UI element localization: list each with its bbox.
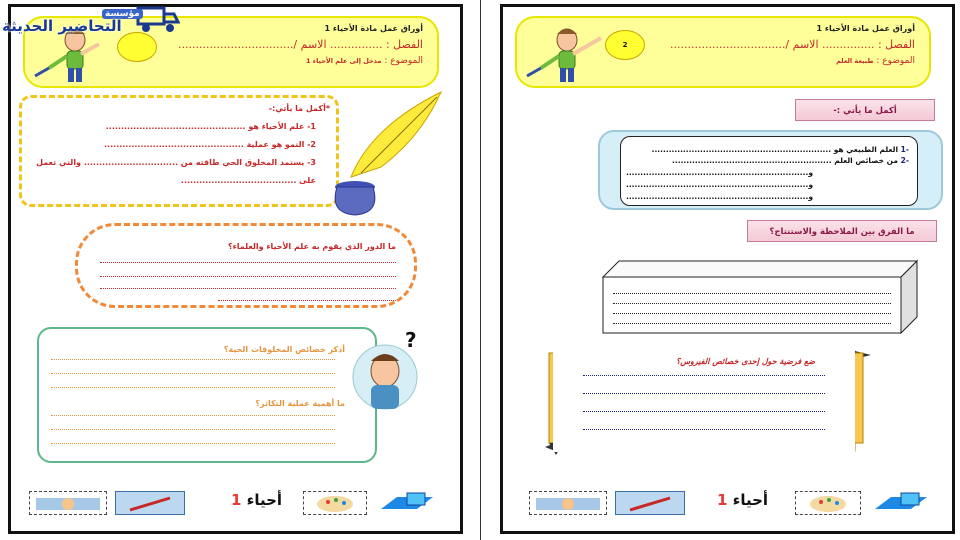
answer-line[interactable] xyxy=(613,293,891,294)
footer-number: 1 xyxy=(717,491,728,509)
worksheet-page-1 xyxy=(8,4,463,534)
header-banner xyxy=(515,16,931,88)
page-divider xyxy=(480,0,481,540)
footer-image-box xyxy=(303,491,367,515)
answer-line[interactable] xyxy=(218,300,396,301)
svg-text:?: ? xyxy=(405,328,417,352)
answer-line[interactable] xyxy=(100,262,396,263)
item-line xyxy=(672,156,909,165)
extra-line: و................................................................ xyxy=(625,180,813,189)
page-title: أوراق عمل مادة الأحياء 1 xyxy=(816,24,915,33)
question-text: أذكر خصائص المخلوقات الحية؟ xyxy=(223,345,345,354)
computer-icon xyxy=(871,491,931,515)
extra-line: و................................................................ xyxy=(625,168,813,177)
palette-icon xyxy=(304,492,366,514)
palette-icon xyxy=(796,492,860,514)
footer-strip xyxy=(21,491,441,517)
microscope-icon xyxy=(30,492,106,514)
footer-word: أحياء xyxy=(246,491,283,509)
plant-icon xyxy=(616,492,684,514)
answer-box xyxy=(620,136,918,206)
question-text: ما الدور الذي يقوم به علم الأحياء والعلماء؟ xyxy=(227,242,396,251)
item-line: 3- يستمد المخلوق الحي طاقته من ............................... والتي تعمل xyxy=(36,158,316,167)
item-number: -1 xyxy=(900,145,909,154)
thinking-man-icon xyxy=(351,325,431,415)
subject-line xyxy=(306,56,423,66)
computer-icon xyxy=(377,491,439,515)
answer-line[interactable] xyxy=(51,373,335,374)
footer-image-box xyxy=(29,491,107,515)
footer-subject-label xyxy=(231,491,282,509)
answer-line[interactable] xyxy=(583,429,825,430)
complete-section xyxy=(598,130,943,210)
difference-tag: ما الفرق بين الملاحظة والاستنتاج؟ xyxy=(747,220,937,242)
answer-line[interactable] xyxy=(613,313,891,314)
question-text: ضع فرضية حول إحدى خصائص الفيروس؟ xyxy=(676,357,815,366)
name-class-fields: الفصل : ............... الاسم /................................. xyxy=(178,38,423,51)
answer-line[interactable] xyxy=(51,359,335,360)
answer-line[interactable] xyxy=(51,443,335,444)
logo-org: مؤسسة xyxy=(102,9,143,19)
subject-label: الموضوع : xyxy=(876,56,915,66)
section-heading: *أكمل ما يأتي:- xyxy=(268,104,330,113)
characteristics-section xyxy=(37,327,377,463)
question-text: ما أهمية عملية التكاثر؟ xyxy=(255,399,345,408)
answer-line[interactable] xyxy=(583,393,825,394)
item-text: من خصائص العلم ........................................................ xyxy=(672,156,899,165)
answer-block-3d xyxy=(599,257,929,341)
answer-line[interactable] xyxy=(613,323,891,324)
footer-strip xyxy=(513,491,933,517)
item-line xyxy=(652,145,909,154)
footer-image-box xyxy=(115,491,185,515)
extra-line: و................................................................ xyxy=(625,192,813,201)
microscope-icon xyxy=(530,492,606,514)
answer-line[interactable] xyxy=(613,303,891,304)
item-line: 2- النمو هو عملية .............................................. xyxy=(104,140,316,149)
item-line: على ...................................... xyxy=(180,176,316,185)
subject-label: الموضوع : xyxy=(384,56,423,66)
page-title: أوراق عمل مادة الأحياء 1 xyxy=(324,24,423,33)
subject-value: طبيعة العلم xyxy=(836,57,874,65)
footer-number: 1 xyxy=(231,491,242,509)
answer-line[interactable] xyxy=(51,429,335,430)
answer-line[interactable] xyxy=(51,415,335,416)
answer-line[interactable] xyxy=(583,411,825,412)
footer-image-box xyxy=(615,491,685,515)
item-number: -2 xyxy=(900,156,909,165)
plant-icon xyxy=(116,492,184,514)
logo-name: التحاضير الحديثة xyxy=(2,17,122,35)
hypothesis-section xyxy=(553,349,855,452)
footer-image-box xyxy=(529,491,607,515)
page-number: 2 xyxy=(622,41,628,49)
footer-word: أحياء xyxy=(732,491,769,509)
publisher-logo xyxy=(0,0,180,42)
footer-subject-label xyxy=(717,491,768,509)
subject-value: مدخل إلى علم الأحياء 1 xyxy=(306,57,382,65)
answer-line[interactable] xyxy=(100,276,396,277)
answer-line[interactable] xyxy=(100,288,396,289)
footer-image-box xyxy=(795,491,861,515)
quill-inkpot-icon xyxy=(311,87,451,217)
answer-line[interactable] xyxy=(583,375,825,376)
complete-tag: أكمل ما يأتي :- xyxy=(795,99,935,121)
role-question-section xyxy=(75,223,417,308)
item-line: 1- علم الأحياء هو .............................................. xyxy=(105,122,316,131)
answer-line[interactable] xyxy=(51,387,335,388)
complete-section xyxy=(19,95,339,207)
item-text: العلم الطبيعي هو ............................................................... xyxy=(651,145,899,154)
worksheet-page-2 xyxy=(500,4,955,534)
pointing-boy-icon xyxy=(523,24,603,86)
name-class-fields: الفصل : ............... الاسم /................................. xyxy=(670,38,915,51)
subject-line xyxy=(836,56,915,66)
page-number-circle xyxy=(605,30,645,60)
